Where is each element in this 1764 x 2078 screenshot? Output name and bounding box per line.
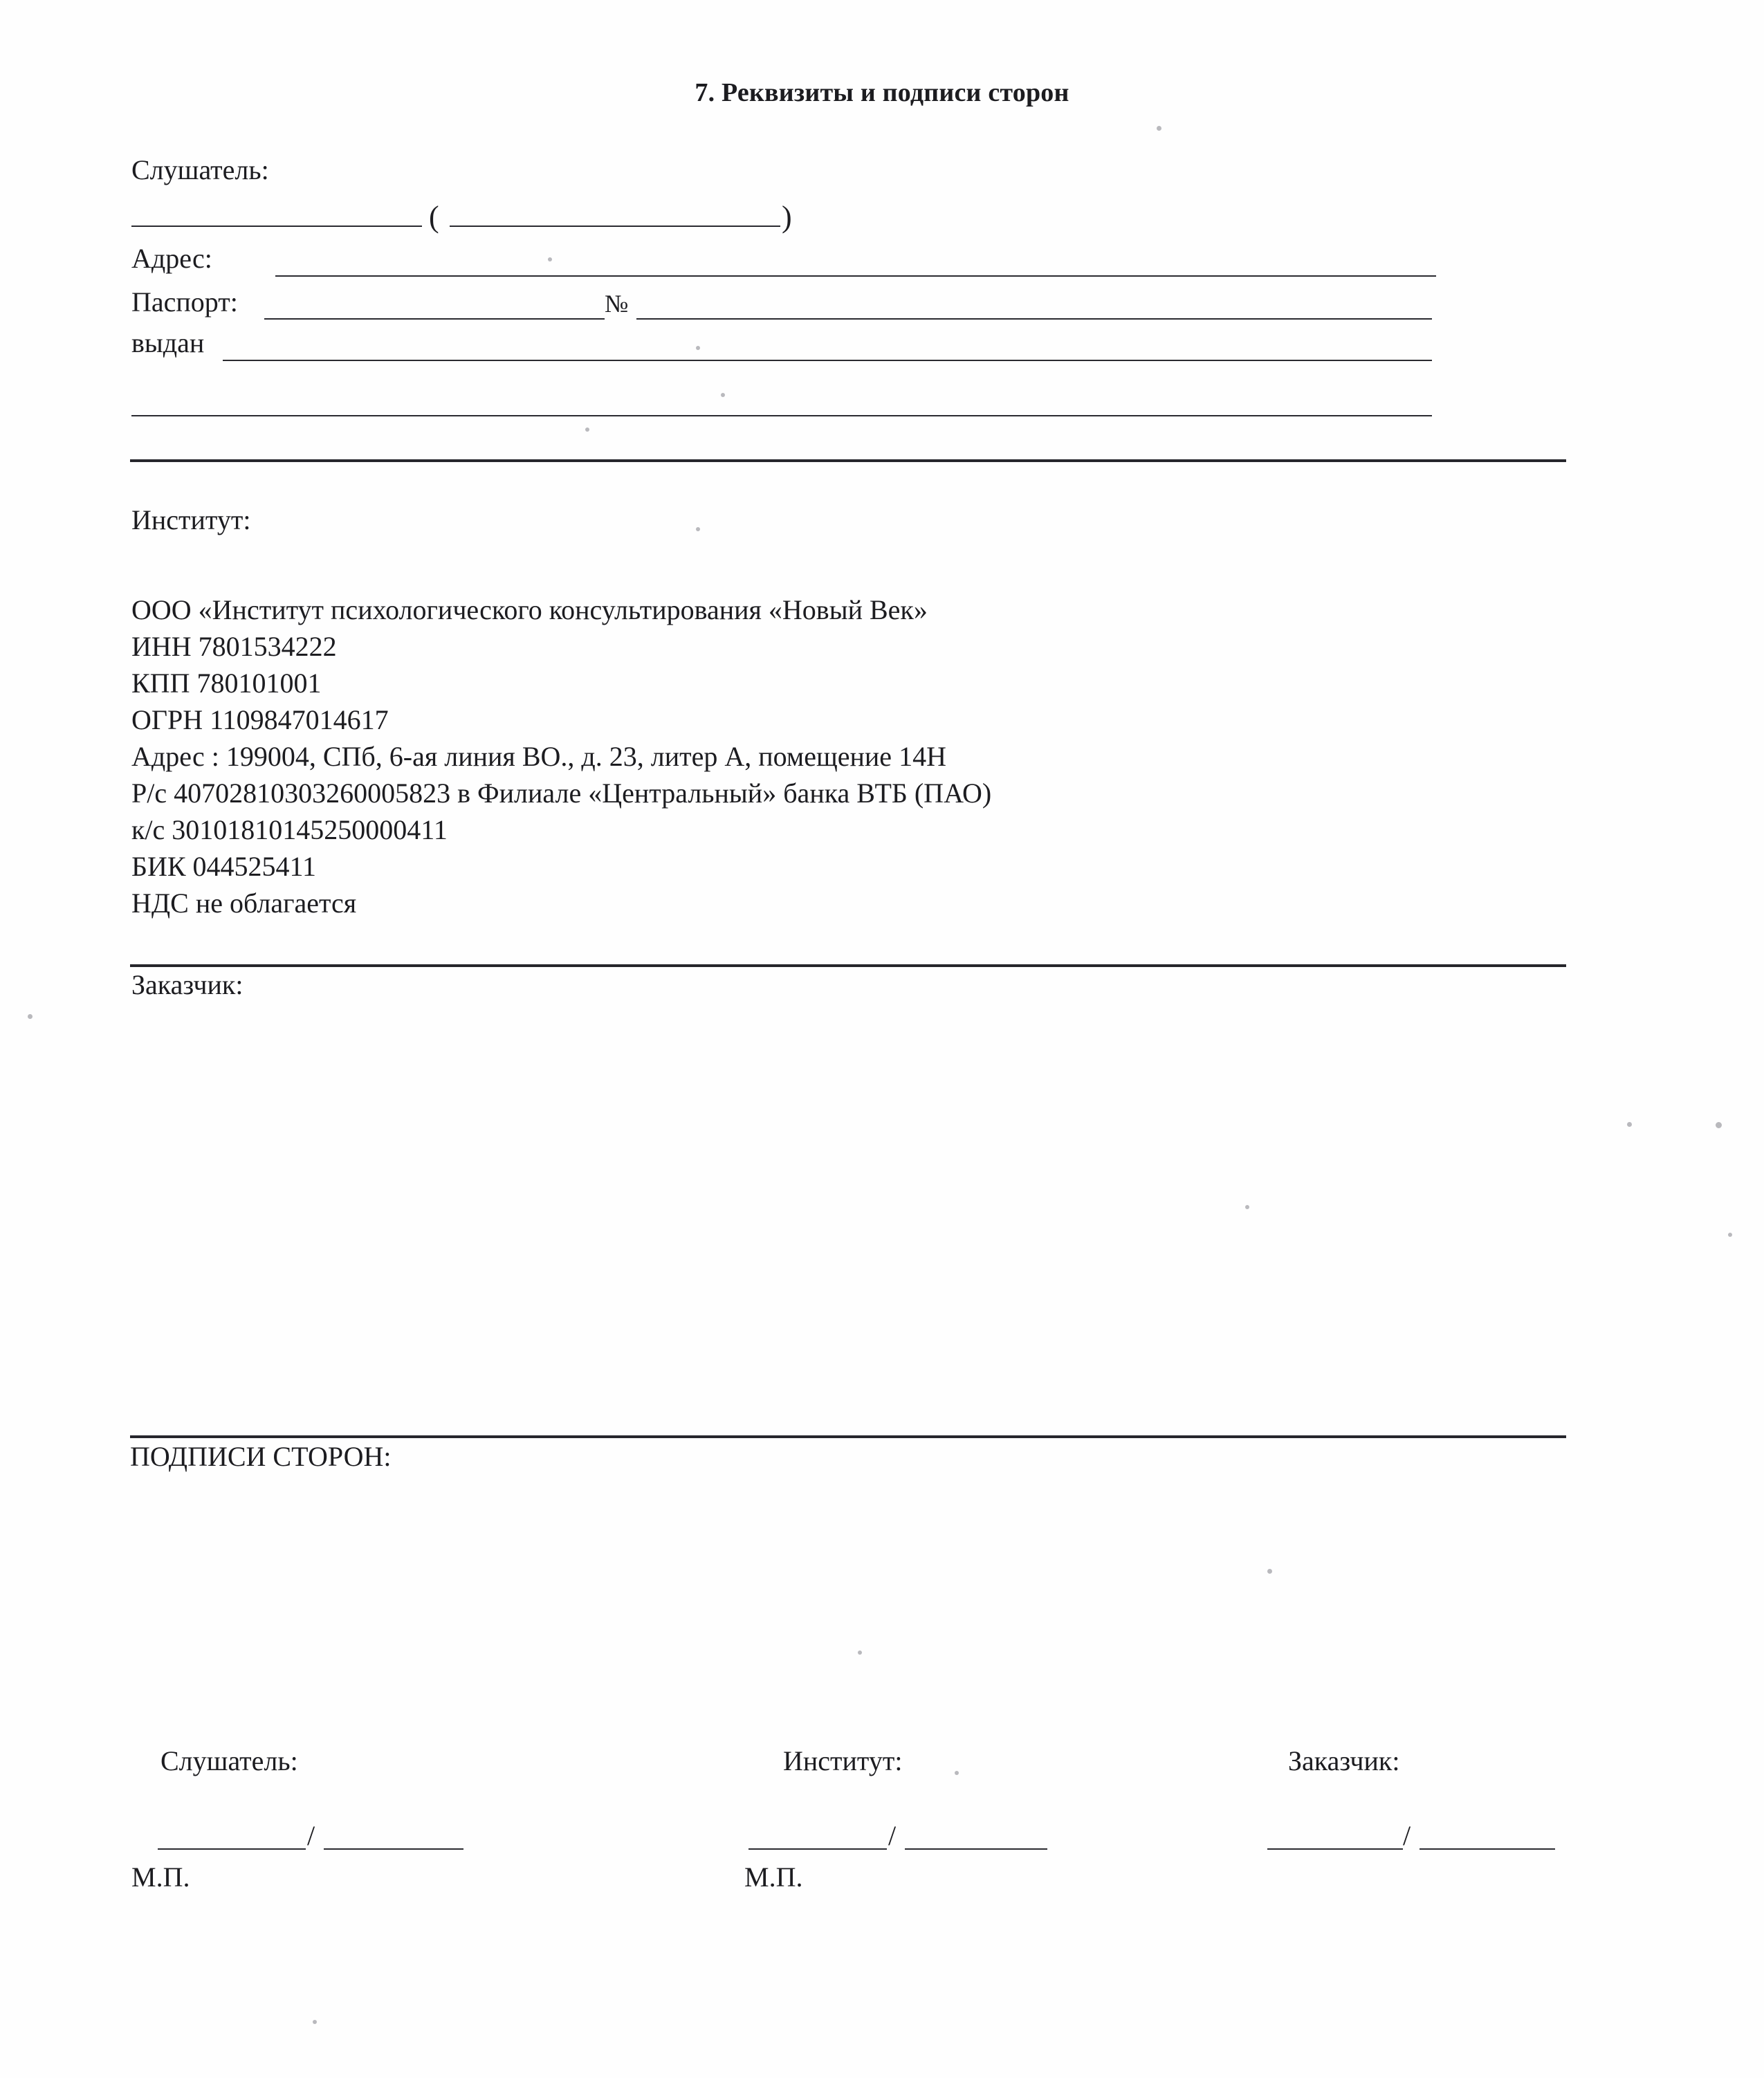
signature-line-institute-right[interactable]	[905, 1848, 1047, 1850]
scan-speck	[1716, 1122, 1722, 1128]
signature-line-institute-left[interactable]	[748, 1848, 887, 1850]
student-name-open-paren: (	[429, 200, 439, 234]
student-name-close-paren: )	[782, 200, 792, 234]
scan-speck	[858, 1651, 862, 1655]
passport-number-line[interactable]	[636, 318, 1432, 320]
scan-speck	[721, 393, 725, 397]
page-title: 7. Реквизиты и подписи сторон	[695, 78, 1069, 107]
scan-speck	[696, 527, 700, 531]
institute-line-kpp: КПП 780101001	[131, 668, 322, 699]
scan-speck	[696, 346, 700, 350]
section-heading-student: Слушатель:	[131, 154, 269, 185]
field-label-address: Адрес:	[131, 243, 212, 274]
signature-line-student-right[interactable]	[324, 1848, 463, 1850]
institute-line-name: ООО «Институт психологического консультирования «Новый Век»	[131, 594, 928, 625]
institute-line-inn: ИНН 7801534222	[131, 631, 337, 662]
institute-line-ogrn: ОГРН 1109847014617	[131, 704, 389, 735]
scan-speck	[955, 1771, 959, 1775]
institute-line-bik: БИК 044525411	[131, 851, 317, 882]
institute-line-account: Р/с 40702810303260005823 в Филиале «Центральный» банка ВТБ (ПАО)	[131, 778, 992, 809]
scan-speck	[548, 257, 552, 261]
divider-after-student	[130, 459, 1566, 462]
field-label-issued-by: выдан	[131, 327, 205, 358]
signature-label-student: Слушатель:	[160, 1745, 298, 1776]
passport-series-line[interactable]	[264, 318, 605, 320]
institute-line-address: Адрес : 199004, СПб, 6-ая линия ВО., д. 23, литер А, помещение 14Н	[131, 741, 946, 772]
section-heading-institute: Институт:	[131, 504, 251, 535]
scan-speck	[313, 2020, 317, 2024]
signature-separator-student: /	[307, 1820, 315, 1851]
signature-label-institute: Институт:	[783, 1745, 903, 1776]
student-name-line[interactable]	[131, 226, 422, 227]
divider-after-customer	[130, 1435, 1566, 1438]
scan-speck	[28, 1014, 33, 1019]
address-line-1[interactable]	[275, 275, 1436, 277]
section-heading-customer: Заказчик:	[131, 969, 244, 1000]
scan-speck	[1627, 1122, 1632, 1127]
signature-line-customer-right[interactable]	[1420, 1848, 1555, 1850]
scan-speck	[1245, 1205, 1249, 1209]
student-name-paren-line[interactable]	[450, 226, 780, 227]
signature-line-customer-left[interactable]	[1267, 1848, 1403, 1850]
field-label-passport: Паспорт:	[131, 286, 238, 318]
stamp-label-student: М.П.	[131, 1861, 190, 1893]
institute-line-vat: НДС не облагается	[131, 888, 357, 919]
signature-separator-institute: /	[888, 1820, 897, 1851]
scan-speck	[1728, 1233, 1732, 1237]
scan-speck	[585, 427, 589, 432]
section-heading-signatures: ПОДПИСИ СТОРОН:	[130, 1441, 392, 1472]
signature-separator-customer: /	[1403, 1820, 1411, 1851]
institute-line-corr: к/с 30101810145250000411	[131, 814, 448, 845]
divider-after-institute	[130, 964, 1566, 967]
scan-speck	[1267, 1569, 1272, 1574]
signature-line-student-left[interactable]	[158, 1848, 306, 1850]
scan-speck	[1157, 126, 1161, 131]
signature-label-customer: Заказчик:	[1288, 1745, 1400, 1776]
issued-by-line-1[interactable]	[223, 360, 1432, 361]
stamp-label-institute: М.П.	[744, 1861, 803, 1893]
issued-by-line-2[interactable]	[131, 415, 1432, 416]
passport-number-symbol: №	[605, 290, 629, 318]
